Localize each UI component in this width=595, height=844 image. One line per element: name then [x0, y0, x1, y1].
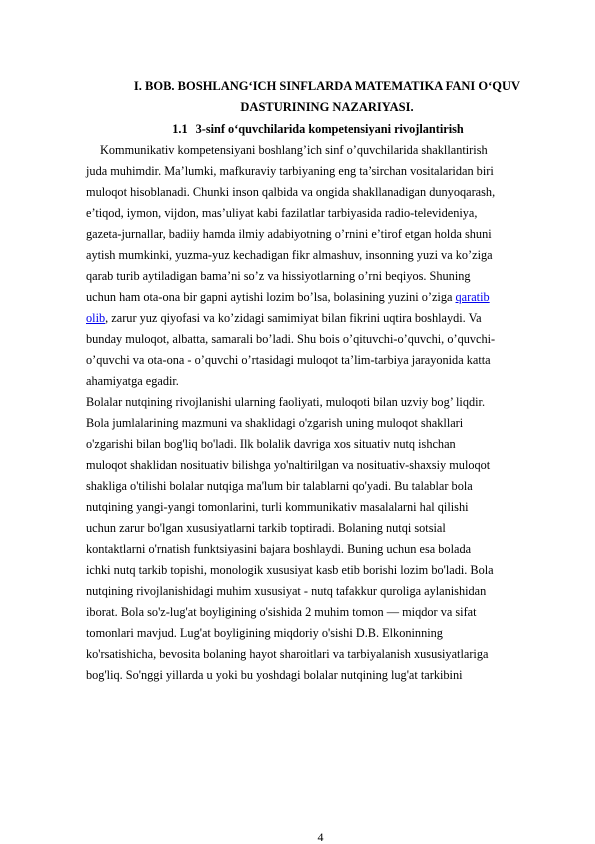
paragraph-line: muloqot hisoblanadi. Chunki inson qalbida va ongida shakllanadigan dunyoqarash, — [86, 185, 496, 199]
paragraph-line: kontaktlarni o'rnatish funktsiyasini bajara boshlaydi. Buning uchun esa bolada — [86, 542, 472, 556]
paragraph-line: qarab turib aytiladigan bama’ni so’z va hissiyotlarning o’rni beqiyos. Shuning — [86, 269, 471, 283]
paragraph-line: nutqining rivojlanishidagi muhim xususiyat - nutq tafakkur quroliga aylanishidan — [86, 584, 487, 598]
paragraph-line: e’tiqod, iymon, vijdon, mas’uliyat kabi fazilatlar tarbiyasida radio-televideniya, — [86, 206, 478, 220]
paragraph-line: ahamiyatga egadir. — [86, 374, 179, 388]
paragraph-line: aytish mumkinki, yuzma-yuz kechadigan fikr almashuv, insonning yuzi va ko’ziga — [86, 248, 493, 262]
paragraph-line: shakliga o'tilishi bolalar nutqiga ma'lum bir talablarni qo'yadi. Bu talablar bola — [86, 479, 473, 493]
section-number: 1.1 — [172, 122, 188, 136]
paragraph-line: Bolalar nutqining rivojlanishi ularning faoliyati, muloqoti bilan uzviy bog’ liqdir. — [86, 395, 486, 409]
paragraph-line: Kommunikativ kompetensiyani boshlang’ich sinf o’quvchilarida shakllantirish — [100, 143, 488, 157]
section-title: 3-sinf o‘quvchilarida kompetensiyani rivojlantirish — [195, 122, 464, 136]
body-paragraph-2 — [86, 392, 550, 686]
paragraph-line: tomonlari mavjud. Lug'at boyligining miqdoriy o'sishi D.B. Elkoninning — [86, 626, 443, 640]
paragraph-line: Bola jumlalarining mazmuni va shaklidagi o'zgarish uning muloqot shakllari — [86, 416, 464, 430]
paragraph-line: muloqot shaklidan nosituativ bilishga yo'naltirilgan va nosituativ-shaxsiy muloqot — [86, 458, 491, 472]
paragraph-line: juda muhimdir. Ma’lumki, mafkuraviy tarbiyaning eng ta’sirchan vositalaridan biri — [86, 164, 494, 178]
body-paragraph-1 — [86, 140, 550, 392]
paragraph-line: uchun zarur bo'lgan xususiyatlarni tarkib toptiradi. Bolaning nutqi sotsial — [86, 521, 446, 535]
chapter-title-line-2: DASTURINING NAZARIYASI. — [240, 100, 414, 114]
chapter-title-line-1: I. BOB. BOSHLANG‘ICH SINFLARDA MATEMATIKA FANI O‘QUV — [133, 79, 521, 93]
paragraph-line: bunday muloqot, albatta, samarali bo’ladi. Shu bois o’qituvchi-o’quvchi, o’quvchi- — [86, 332, 496, 346]
hyperlink-qaratib[interactable]: qaratib — [455, 290, 490, 304]
paragraph-line: ichki nutq tarkib topishi, monologik xususiyat kasb etib borishi lozim bo'ladi. Bola — [86, 563, 494, 577]
page-number: 4 — [317, 830, 324, 844]
chapter-title — [104, 76, 550, 118]
paragraph-line: nutqining yangi-yangi tomonlarini, turli kommunikativ masalalarni hal qilishi — [86, 500, 469, 514]
paragraph-line: o'zgarishi bilan bog'liq bo'ladi. Ilk bolalik davriga xos situativ nutq ishchan — [86, 437, 456, 451]
paragraph-line — [86, 287, 550, 308]
paragraph-line: o’quvchi va ota-ona - o’quvchi o’rtasidagi muloqot ta’lim-tarbiya jarayonida katta — [86, 353, 491, 367]
paragraph-line: ko'rsatishicha, bevosita bolaning hayot sharoitlari va tarbiyalanish xususiyatlariga — [86, 647, 489, 661]
paragraph-line: gazeta-jurnallar, badiiy hamda ilmiy adabiyotning o’rnini e’tirof etgan holda shuni — [86, 227, 492, 241]
paragraph-line: bog'liq. So'nggi yillarda u yoki bu yoshdagi bolalar nutqining lug'at tarkibini — [86, 668, 463, 682]
document-page — [86, 76, 550, 686]
section-heading — [86, 119, 550, 140]
paragraph-text: uchun ham ota-ona bir gapni aytishi lozim bo’lsa, bolasining yuzini o’ziga — [86, 290, 456, 304]
paragraph-text: , zarur yuz qiyofasi va ko’zidagi samimiyat bilan fikrini uqtira boshlaydi. Va — [105, 311, 482, 325]
hyperlink-olib[interactable]: olib — [86, 311, 106, 325]
paragraph-line: iborat. Bola so'z-lug'at boyligining o'sishida 2 muhim tomon — miqdor va sifat — [86, 605, 477, 619]
paragraph-line — [86, 308, 550, 329]
